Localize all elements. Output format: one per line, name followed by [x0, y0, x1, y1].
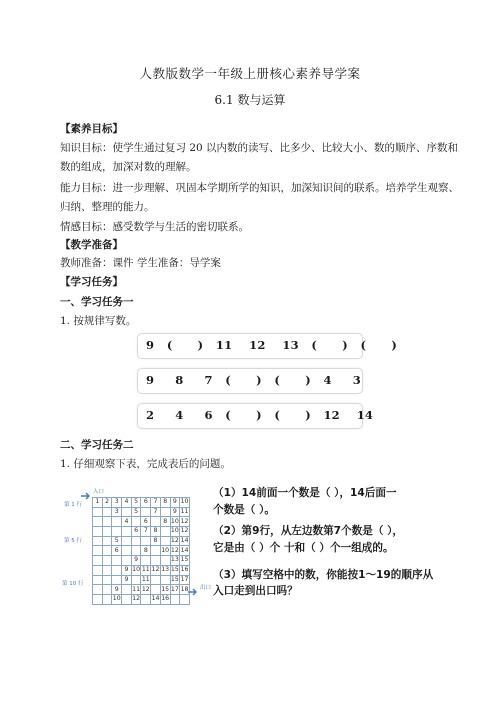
grid-cell: 8 [141, 546, 151, 556]
grid-cell: 5 [131, 507, 141, 517]
sequence-box-2 [137, 368, 363, 394]
grid-cell [93, 556, 103, 566]
task2-instruction: 1. 仔细观察下表，完成表后的问题。 [60, 458, 231, 470]
grid-row [93, 565, 190, 575]
grid-cell: 7 [141, 527, 151, 537]
grid-cell: 14 [180, 546, 189, 554]
grid-cell [102, 507, 112, 517]
grid-row [93, 546, 190, 556]
grid-cell: 15 [170, 566, 179, 574]
sequence-text-2: 9 8 7 ( ) ( ) 4 3 [146, 373, 361, 387]
grid-cell: 3 [112, 507, 122, 517]
ability-goal-line2: 归纳、整理的能力。 [60, 201, 155, 213]
grid-cell [151, 585, 161, 595]
grid-cell [151, 517, 161, 527]
grid-cell [112, 565, 122, 575]
grid-cell [160, 527, 170, 537]
grid-cell: 7 [151, 498, 161, 508]
question2-line2: 它是由（ ）个 十和（ ）个一组成的。 [213, 542, 394, 554]
number-maze-grid [92, 497, 190, 605]
exit-label: 出口 [200, 585, 212, 591]
grid-cell: 9 [122, 575, 132, 585]
question1-line1: （1）14前面一个数是（ ），14后面一 [213, 487, 397, 499]
grid-cell [151, 556, 161, 566]
grid-cell: 2 [102, 498, 112, 508]
prep-heading: 【教学准备】 [60, 239, 123, 251]
grid-cell [102, 585, 112, 595]
grid-cell: 14 [180, 537, 189, 545]
grid-cell: 9 [170, 507, 180, 517]
grid-cell: 4 [122, 517, 132, 527]
grid-cell: 9 [112, 585, 122, 595]
sequence-text-3: 2 4 6 ( ) ( ) 12 14 [146, 408, 374, 422]
grid-cell [141, 556, 151, 566]
exit-arrow-icon [187, 582, 199, 601]
grid-cell [122, 546, 132, 556]
grid-cell [102, 556, 112, 566]
grid-cell [93, 517, 103, 527]
grid-cell [141, 507, 151, 517]
grid-cell: 11 [132, 585, 141, 593]
grid-cell: 10 [170, 527, 179, 535]
grid-cell: 10 [132, 566, 141, 574]
grid-cell [112, 517, 122, 527]
grid-cell [122, 536, 132, 546]
grid-cell [102, 536, 112, 546]
grid-cell: 5 [131, 498, 141, 508]
grid-cell: 5 [112, 536, 122, 546]
grid-cell [122, 527, 132, 537]
question3-line2: 入口走到出口吗？ [213, 585, 298, 597]
grid-cell: 11 [180, 508, 189, 516]
grid-cell: 6 [141, 517, 151, 527]
grid-row [93, 585, 190, 595]
page-title: 人教版数学一年级上册核心素养导学案 [139, 66, 361, 81]
ability-goal-line1: 能力目标：进一步理解、巩固本学期所学的知识，加深知识间的联系。培养学生观察、 [60, 182, 459, 194]
grid-cell [112, 527, 122, 537]
grid-row [93, 556, 190, 566]
grid-cell: 12 [170, 537, 179, 545]
grid-cell [122, 556, 132, 566]
row10-label: 第 10 行 [62, 581, 84, 587]
grid-cell: 4 [122, 498, 132, 508]
grid-cell [151, 575, 161, 585]
grid-row [93, 536, 190, 546]
grid-cell [151, 546, 161, 556]
grid-cell: 8 [151, 527, 161, 537]
grid-row [93, 507, 190, 517]
grid-cell: 13 [161, 566, 170, 574]
grid-cell: 16 [161, 595, 170, 603]
grid-cell [93, 575, 103, 585]
grid-cell: 15 [170, 575, 179, 583]
grid-cell: 12 [151, 566, 160, 574]
grid-cell: 6 [131, 527, 141, 537]
grid-cell [93, 585, 103, 595]
grid-cell [160, 575, 170, 585]
grid-cell [170, 594, 180, 604]
grid-cell: 8 [151, 536, 161, 546]
grid-cell: 15 [180, 556, 189, 564]
section-subtitle: 6.1 数与运算 [214, 93, 286, 107]
grid-cell [93, 527, 103, 537]
grid-cell [93, 594, 103, 604]
grid-row [93, 575, 190, 585]
grid-cell [131, 517, 141, 527]
emotion-goal: 情感目标：感受数学与生活的密切联系。 [60, 221, 249, 233]
grid-cell: 11 [141, 566, 150, 574]
goals-heading: 【素养目标】 [60, 123, 123, 135]
grid-cell [160, 556, 170, 566]
grid-cell [112, 556, 122, 566]
grid-cell: 8 [160, 517, 170, 527]
task1-title: 一、学习任务一 [60, 296, 134, 308]
grid-cell: 9 [131, 556, 141, 566]
question2-line1: （2）第9行，从左边数第7个数是（ ）， [213, 525, 404, 537]
knowledge-goal-line2: 数的组成，加深对数的理解。 [60, 161, 197, 173]
row1-label: 第 1 行 [64, 502, 82, 508]
grid-cell [102, 594, 112, 604]
grid-cell [131, 575, 141, 585]
grid-cell: 10 [180, 498, 189, 506]
grid-cell [131, 536, 141, 546]
grid-cell: 9 [122, 565, 132, 575]
task2-title: 二、学习任务二 [60, 439, 134, 451]
grid-cell: 12 [141, 585, 150, 593]
grid-cell: 10 [112, 595, 121, 603]
grid-cell [122, 594, 132, 604]
grid-cell: 3 [112, 498, 122, 508]
prep-content: 教师准备：课件 学生准备：导学案 [60, 257, 221, 269]
task1-instruction: 1. 按规律写数。 [60, 315, 137, 327]
grid-cell: 18 [180, 585, 189, 593]
sequence-text-1: 9 ( ) 11 12 13 ( ) ( ) [146, 338, 397, 352]
grid-cell: 12 [132, 595, 141, 603]
grid-cell [141, 536, 151, 546]
grid-cell: 14 [151, 595, 160, 603]
grid-cell: 16 [180, 566, 189, 574]
grid-cell: 12 [170, 546, 179, 554]
entrance-label: 入口 [93, 489, 105, 495]
grid-cell [112, 575, 122, 585]
sequence-box-1 [137, 333, 397, 359]
grid-cell: 17 [170, 585, 179, 593]
grid-cell [160, 507, 170, 517]
grid-cell: 10 [161, 546, 170, 554]
grid-cell [122, 585, 132, 595]
grid-cell [131, 546, 141, 556]
grid-cell: 15 [161, 585, 170, 593]
grid-cell [93, 536, 103, 546]
grid-cell: 12 [180, 517, 189, 525]
grid-cell [102, 517, 112, 527]
grid-cell: 11 [141, 575, 150, 583]
grid-cell [102, 575, 112, 585]
sequence-box-3 [137, 403, 374, 429]
grid-row [93, 527, 190, 537]
grid-cell: 17 [180, 575, 189, 583]
grid-cell: 9 [170, 498, 180, 508]
grid-cell [122, 507, 132, 517]
grid-cell: 10 [170, 517, 179, 525]
grid-cell: 13 [170, 556, 179, 564]
grid-cell [93, 546, 103, 556]
grid-cell: 6 [141, 498, 151, 508]
knowledge-goal-line1: 知识目标：使学生通过复习 20 以内数的读写、比多少、比较大小、数的顺序、序数和 [60, 142, 459, 154]
grid-cell: 6 [112, 546, 122, 556]
grid-cell [141, 594, 151, 604]
grid-cell: 1 [93, 498, 103, 508]
grid-cell [102, 565, 112, 575]
grid-cell: 7 [151, 507, 161, 517]
tasks-heading: 【学习任务】 [60, 276, 123, 288]
grid-row [93, 517, 190, 527]
grid-cell [160, 536, 170, 546]
question3-line1: （3）填写空格中的数，你能按1～19的顺序从 [213, 569, 434, 581]
grid-cell [93, 565, 103, 575]
grid-cell [102, 527, 112, 537]
grid-cell: 8 [160, 498, 170, 508]
grid-cell [102, 546, 112, 556]
question1-line2: 个数是（ ）。 [213, 504, 275, 516]
grid-row [93, 594, 190, 604]
row5-label: 第 5 行 [64, 538, 82, 544]
grid-cell [93, 507, 103, 517]
grid-cell: 12 [180, 527, 189, 535]
grid-row [93, 498, 190, 508]
